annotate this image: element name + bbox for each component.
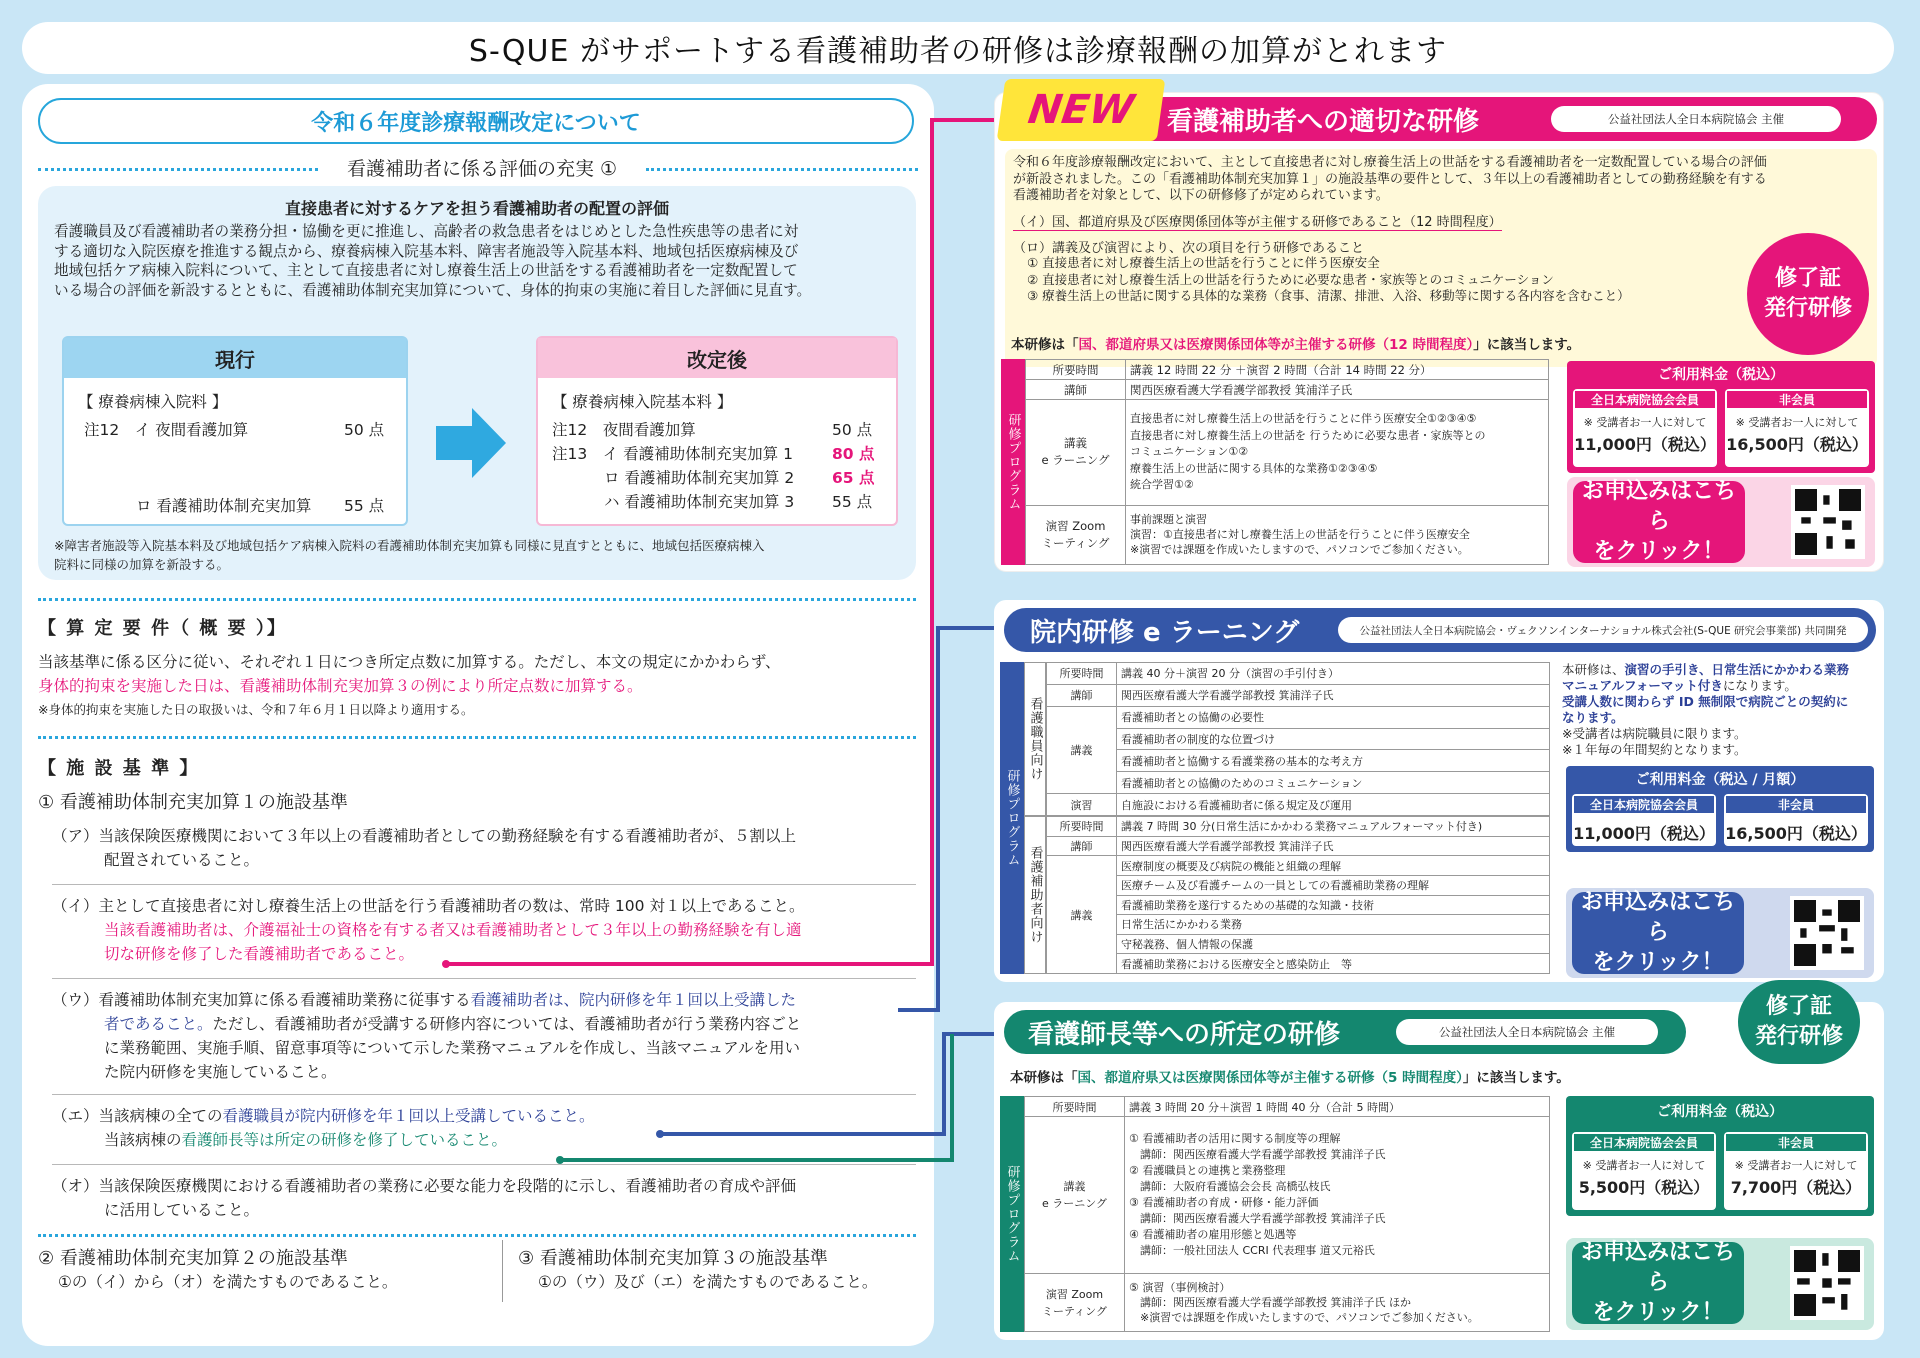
panel2-organizer: 公益社団法人全日本病院協会・ヴェクソンインターナショナル株式会社(S-QUE 研究会事業部) 共同開発 bbox=[1338, 617, 1868, 643]
new-badge: NEW bbox=[997, 79, 1166, 141]
facility-heading: 【 施 設 基 準 】 bbox=[38, 758, 200, 779]
footnote: ※障害者施設等入院基本料及び地域包括ケア病棟入院料の看護補助体制充実加算も同様に見直すとともに、地域包括医療病棟入 院料に同様の加算を新設する。 bbox=[54, 538, 765, 572]
calc-heading: 【 算 定 要 件（ 概 要 ）】 bbox=[38, 618, 287, 639]
revised-row-value: 80 点 bbox=[832, 445, 875, 463]
program-label: 研修プログラム bbox=[1001, 359, 1025, 565]
criterion-e: （エ）当該病棟の全ての看護職員が院内研修を年１回以上受講していること。 bbox=[52, 1107, 595, 1125]
requirement-1: （イ）国、都道府県及び医療関係団体等が主催する研修であること（12 時間程度） bbox=[1013, 211, 1502, 231]
apply-button-2[interactable]: お申込みはこちら をクリック！ bbox=[1572, 892, 1744, 974]
qr-code-icon[interactable] bbox=[1790, 896, 1864, 970]
panel3-organizer: 公益社団法人全日本病院協会 主催 bbox=[1396, 1019, 1658, 1045]
panel2-notes: 本研修は、演習の手引き、日常生活にかかわる業務 マニュアルフォーマット付きになります。 受講人数に関わらず ID 無制限で病院ごとの契約に なります。 ※受講者は病院職員に限ります。 ※１年毎の年間契約となります。 bbox=[1562, 662, 1850, 757]
facility3-body: ①の（ウ）及び（エ）を満たすものであること。 bbox=[538, 1273, 878, 1291]
program-table-3: 所要時間 講義 3 時間 20 分＋演習 1 時間 40 分（合計 5 時間） 講義 e ラーニング ① 看護補助者の活用に関する制度等の理解 講師：関西医療看護大学看護学部教授 箕浦洋子氏 ② 看護職員との連携と業務整理 講師：大阪府看護協会会長 高橋弘枝氏 ③ 看護補助者の育成・研修・能力評価 講師：関西医療看護大学看護学部教授 箕浦洋子氏 ④ 看護補助者の雇用形態と処遇等 講師：一般社団法人 CCRI 代表理事 道又元裕氏 演習 Zoom ミーティング ⑤ 演習（事例検討） 講師：関西医療看護大学看護学部教授 箕浦洋子氏 ほか ※演習では課題を作成いたしますので、パソコンでご参加ください。 bbox=[1024, 1096, 1550, 1332]
revised-row-label: 注12 夜間看護加算 bbox=[552, 421, 696, 439]
requirement-items: ① 直接患者に対し療養生活上の世話を行うことに伴う医療安全 ② 直接患者に対し療養生活上の世話を行うために必要な患者・家族等とのコミュニケーション ③ 療養生活上の世話に関する具体的な業務（食事、清潔、排泄、入浴、移動等に関する各内容を含むこと） bbox=[1027, 255, 1630, 303]
group-staff: 看護職員向け bbox=[1024, 662, 1046, 816]
box-title: 直接患者に対するケアを担う看護補助者の配置の評価 bbox=[284, 199, 669, 218]
criterion-u: （ウ）看護補助体制充実加算に係る看護補助業務に従事する看護補助者は、院内研修を年１回以上受講した bbox=[52, 991, 797, 1009]
revision-pill: 令和６年度診療報酬改定について bbox=[38, 98, 914, 144]
current-row-value: 50 点 bbox=[344, 421, 385, 439]
training-panel-1 bbox=[994, 87, 1884, 572]
criterion-o-cont: に活用していること。 bbox=[104, 1201, 260, 1219]
fee-box-3 bbox=[1566, 1096, 1874, 1216]
criterion-o: （オ）当該保険医療機関における看護補助者の業務に必要な能力を段階的に示し、看護補助者の育成や評価 bbox=[52, 1177, 797, 1195]
apply-button-1[interactable]: お申込みはこちら をクリック！ bbox=[1573, 481, 1745, 563]
calc-note: ※身体的拘束を実施した日の取扱いは、令和７年６月１日以降より適用する。 bbox=[38, 702, 474, 717]
calc-text: 当該基準に係る区分に従い、それぞれ１日につき所定点数に加算する。ただし、本文の規定にかかわらず、 bbox=[38, 653, 781, 671]
current-row-label: 注12 イ 夜間看護加算 bbox=[84, 421, 249, 439]
facility3-title: ③ 看護補助体制充実加算３の施設基準 bbox=[518, 1248, 828, 1269]
criterion-a: （ア）当該保険医療機関において３年以上の看護補助者としての勤務経験を有する看護補助者が、５割以上 bbox=[52, 827, 797, 845]
fee-member: 全日本病院協会会員 ※ 受講者お一人に対して 5,500円（税込） bbox=[1572, 1132, 1716, 1210]
panel3-title: 看護師長等への所定の研修 bbox=[1028, 1019, 1341, 1050]
apply-button-3[interactable]: お申込みはこちら をクリック！ bbox=[1572, 1242, 1744, 1324]
current-row-value: 55 点 bbox=[344, 497, 385, 515]
training-panel-2 bbox=[994, 600, 1884, 982]
desc-text: 令和６年度診療報酬改定において、主として直接患者に対し療養生活上の世話をする看護補助者を一定数配置している場合の評価 が新設されました。この「看護補助体制充実加算１」の施設基準の要件として、３年以上の看護補助者としての勤務経験を有する 看護補助者を対象として、以下の研修修了が定められています。 bbox=[1013, 155, 1767, 203]
current-head: 現行 bbox=[64, 338, 406, 378]
panel3-applicable: 本研修は「国、都道府県又は医療関係団体等が主催する研修（5 時間程度）」に該当します。 bbox=[1010, 1070, 1570, 1086]
current-title: 【 療養病棟入院料 】 bbox=[78, 393, 228, 411]
revised-title: 【 療養病棟入院基本料 】 bbox=[552, 393, 733, 411]
criterion-i: （イ）主として直接患者に対し療養生活上の世話を行う看護補助者の数は、常時 100 対１以上であること。 bbox=[52, 897, 805, 915]
program-table-2a: 所要時間 講義 40 分＋演習 20 分（演習の手引付き） 講師 関西医療看護大学看護学部教授 箕浦洋子氏 講義 看護補助者との協働の必要性 看護補助者の制度的な位置づけ 看護補助者と協働する看護業務の基本的な考え方 看護補助者との協働のためのコミュニケーション 演習 自施設における看護補助者に係る規定及び運用 bbox=[1046, 662, 1550, 816]
group-aides: 看護補助者向け bbox=[1024, 816, 1046, 974]
criterion-e-cont: 当該病棟の看護師長等は所定の研修を修了していること。 bbox=[104, 1131, 508, 1149]
fee-head: ご利用料金（税込） bbox=[1658, 367, 1784, 383]
facility1-title: ① 看護補助体制充実加算１の施設基準 bbox=[38, 792, 348, 813]
fee-box-1 bbox=[1567, 361, 1875, 473]
program-table-1: 所要時間 講義 12 時間 22 分 ＋演習 2 時間（合計 14 時間 22 分） 講師 関西医療看護大学看護学部教授 箕浦洋子氏 講義 e ラーニング 直接患者に対し療養生活上の世話を行うことに伴う医療安全①②③④⑤ 直接患者に対し療養生活上の世話を 行うために必要な患者・家族等との コミュニケーション①② 療養生活上の世話に関する具体的な業務①②③④⑤ 統合学習①② 演習 Zoom ミーティング 事前課題と演習 演習：①直接患者に対し療養生活上の世話を行うことに伴う医療安全 ※演習では課題を作成いたしますので、パソコンでご参加ください。 bbox=[1025, 359, 1549, 565]
criterion-u-cont: に業務範囲、実施手順、留意事項等について示した業務マニュアルを作成し、当該マニュアルを用い bbox=[104, 1039, 800, 1057]
certificate-badge: 修了証 発行研修 bbox=[1747, 233, 1869, 355]
panel2-title: 院内研修 e ラーニング bbox=[1030, 617, 1300, 648]
criterion-a-cont: 配置されていること。 bbox=[104, 851, 260, 869]
fee-head: ご利用料金（税込 / 月額） bbox=[1635, 772, 1805, 788]
training-panel-3 bbox=[994, 994, 1884, 1340]
facility2-title: ② 看護補助体制充実加算２の施設基準 bbox=[38, 1248, 348, 1269]
revised-head: 改定後 bbox=[538, 338, 896, 378]
program-label: 研修プログラム bbox=[1000, 662, 1024, 974]
program-label: 研修プログラム bbox=[1000, 1096, 1024, 1332]
panel1-applicable: 本研修は「国、都道府県又は医療関係団体等が主催する研修（12 時間程度）」に該当します。 bbox=[1011, 337, 1581, 353]
fee-non-member: 非会員 ※ 受講者お一人に対して 7,700円（税込） bbox=[1724, 1132, 1868, 1210]
calc-highlight: 身体的拘束を実施した日は、看護補助体制充実加算３の例により所定点数に加算する。 bbox=[38, 677, 643, 695]
revised-row-label: ハ 看護補助体制充実加算 3 bbox=[604, 493, 795, 511]
criterion-u-cont: 者であること。ただし、看護補助者が受講する研修内容については、看護補助者が行う業務内容ごと bbox=[104, 1015, 802, 1033]
fee-member: 全日本病院協会会員 ※ 受講者お一人に対して 11,000円（税込） bbox=[1573, 389, 1717, 467]
panel1-organizer: 公益社団法人全日本病院協会 主催 bbox=[1551, 106, 1841, 132]
revised-row-label: 注13 イ 看護補助体制充実加算 1 bbox=[552, 445, 793, 463]
fee-non-member: 非会員 ※ 受講者お一人に対して 16,500円（税込） bbox=[1725, 389, 1869, 467]
certificate-badge: 修了証 発行研修 bbox=[1738, 980, 1860, 1064]
revised-row-value: 55 点 bbox=[832, 493, 873, 511]
fee-member: 全日本病院協会会員 11,000円（税込） bbox=[1572, 794, 1716, 846]
page-title: S-QUE がサポートする看護補助者の研修は診療報酬の加算がとれます bbox=[22, 22, 1894, 74]
panel1-title: 看護補助者への適切な研修 bbox=[1167, 106, 1480, 137]
intro-text: 看護職員及び看護補助者の業務分担・協働を更に推進し、高齢者の救急患者をはじめとした急性疾患等の患者に対 する適切な入院医療を推進する観点から、療養病棟入院基本料、障害者施設等入院基本料、地域包括医療病棟及び 地域包括ケア病棟入院料について、主として直接患者に対し療養生活上の世話をする看護補助者を一定数配置して いる場合の評価を新設するとともに、看護補助体制充実加算について、身体的拘束の実施に着目した評価に見直す。 bbox=[54, 223, 812, 299]
qr-code-icon[interactable] bbox=[1790, 1246, 1864, 1320]
criterion-i-highlight: 切な研修を修了した看護補助者であること。 bbox=[104, 945, 415, 963]
requirement-2: （ロ）講義及び演習により、次の項目を行う研修であること bbox=[1013, 241, 1365, 256]
criterion-i-highlight: 当該看護補助者は、介護福祉士の資格を有する者又は看護補助者として３年以上の勤務経験を有し適 bbox=[104, 921, 802, 939]
fee-box-2 bbox=[1566, 766, 1874, 852]
qr-code-icon[interactable] bbox=[1791, 485, 1865, 559]
facility2-body: ①の（イ）から（オ）を満たすものであること。 bbox=[58, 1273, 398, 1291]
criterion-u-cont: た院内研修を実施していること。 bbox=[104, 1063, 337, 1081]
program-table-2b: 所要時間 講義 7 時間 30 分(日常生活にかかわる業務マニュアルフォーマット付き) 講師 関西医療看護大学看護学部教授 箕浦洋子氏 講義 医療制度の概要及び病院の機能と組織の理解 医療チーム及び看護チームの一員としての看護補助業務の理解 看護補助業務を遂行するための基礎的な知識・技術 日常生活にかかわる業務 守秘義務、個人情報の保護 看護補助業務における医療安全と感染防止 等 bbox=[1046, 816, 1550, 974]
revised-row-label: ロ 看護補助体制充実加算 2 bbox=[604, 469, 795, 487]
revised-row-value: 50 点 bbox=[832, 421, 873, 439]
fee-non-member: 非会員 16,500円（税込） bbox=[1724, 794, 1868, 846]
current-row-label: ロ 看護補助体制充実加算 bbox=[136, 497, 312, 515]
section-subtitle: 看護補助者に係る評価の充実 ① bbox=[346, 158, 618, 180]
fee-head: ご利用料金（税込） bbox=[1657, 1104, 1783, 1120]
revised-row-value: 65 点 bbox=[832, 469, 875, 487]
